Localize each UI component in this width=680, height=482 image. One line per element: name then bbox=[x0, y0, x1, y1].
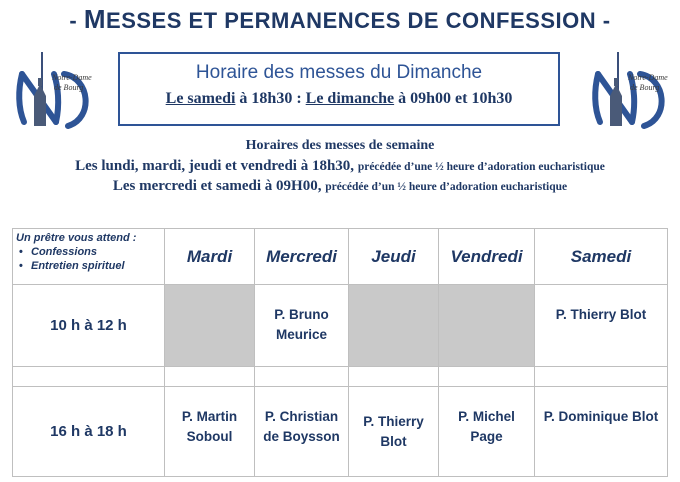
slot-cell bbox=[349, 285, 439, 367]
list-item bbox=[16, 245, 161, 259]
sunday-time: à 09h00 et 10h30 bbox=[394, 90, 513, 107]
saturday-label: Le samedi bbox=[165, 90, 236, 107]
logo-text-1: Notre-Dame bbox=[52, 73, 92, 82]
list-item bbox=[16, 259, 161, 273]
sunday-mass-box bbox=[118, 52, 560, 126]
weekday-line-2 bbox=[0, 177, 680, 197]
title-prefix: - bbox=[69, 8, 84, 33]
sunday-title: Horaire des messes du Dimanche bbox=[195, 62, 483, 83]
slot-cell: P. Dominique Blot bbox=[535, 387, 668, 477]
slot-cell: P. Michel Page bbox=[439, 387, 535, 477]
slot-cell: P. Martin Soboul bbox=[165, 387, 255, 477]
intro-cell bbox=[13, 229, 165, 285]
saturday-time: à 18h30 : bbox=[235, 90, 306, 107]
slot-cell: P. Thierry Blot bbox=[349, 387, 439, 477]
parish-logo-right bbox=[580, 44, 672, 140]
sunday-label: Le dimanche bbox=[305, 90, 395, 107]
weekday-line-2-note: précédée d’un ½ heure d’adoration eucharistique bbox=[325, 181, 568, 193]
day-header: Samedi bbox=[535, 229, 668, 285]
bullet-icon: • bbox=[19, 260, 23, 272]
day-header: Mercredi bbox=[255, 229, 349, 285]
title-suffix: - bbox=[596, 8, 611, 33]
weekday-line-1 bbox=[0, 157, 680, 177]
table-row bbox=[13, 387, 668, 477]
slot-cell bbox=[439, 285, 535, 367]
intro-text: Un prêtre vous attend : bbox=[16, 232, 137, 244]
title-initial: M bbox=[83, 4, 107, 34]
page-title bbox=[0, 4, 680, 35]
day-header: Vendredi bbox=[439, 229, 535, 285]
day-header: Mardi bbox=[165, 229, 255, 285]
table-header-row bbox=[13, 229, 668, 285]
slot-cell: P. Christian de Boysson bbox=[255, 387, 349, 477]
spacer-row bbox=[13, 367, 668, 387]
weekday-line-1-note: précédée d’une ½ heure d’adoration eucharistique bbox=[357, 161, 605, 173]
intro-item: Confessions bbox=[31, 246, 98, 258]
time-slot: 10 h à 12 h bbox=[13, 285, 165, 367]
weekday-title: Horaires des messes de semaine bbox=[245, 138, 435, 153]
logo-text-2: de Bourg bbox=[54, 83, 84, 92]
sunday-times bbox=[120, 90, 558, 108]
weekday-line-1-main: Les lundi, mardi, jeudi et vendredi à 18h30, bbox=[75, 158, 358, 174]
intro-item: Entretien spirituel bbox=[31, 260, 125, 272]
intro-list bbox=[16, 245, 161, 273]
confession-schedule-table bbox=[12, 228, 668, 477]
logo-text-2: de Bourg bbox=[630, 83, 660, 92]
slot-cell bbox=[165, 285, 255, 367]
logo-text-1: Notre-Dame bbox=[628, 73, 668, 82]
day-header: Jeudi bbox=[349, 229, 439, 285]
time-slot: 16 h à 18 h bbox=[13, 387, 165, 477]
table-row bbox=[13, 285, 668, 367]
parish-logo-left bbox=[4, 44, 96, 140]
slot-cell: P. Bruno Meurice bbox=[255, 285, 349, 367]
bullet-icon: • bbox=[19, 246, 23, 258]
weekday-masses bbox=[0, 138, 680, 197]
slot-cell: P. Thierry Blot bbox=[535, 285, 668, 367]
title-rest: ESSES ET PERMANENCES DE CONFESSION bbox=[106, 8, 597, 33]
weekday-line-2-main: Les mercredi et samedi à 09H00, bbox=[112, 178, 326, 194]
